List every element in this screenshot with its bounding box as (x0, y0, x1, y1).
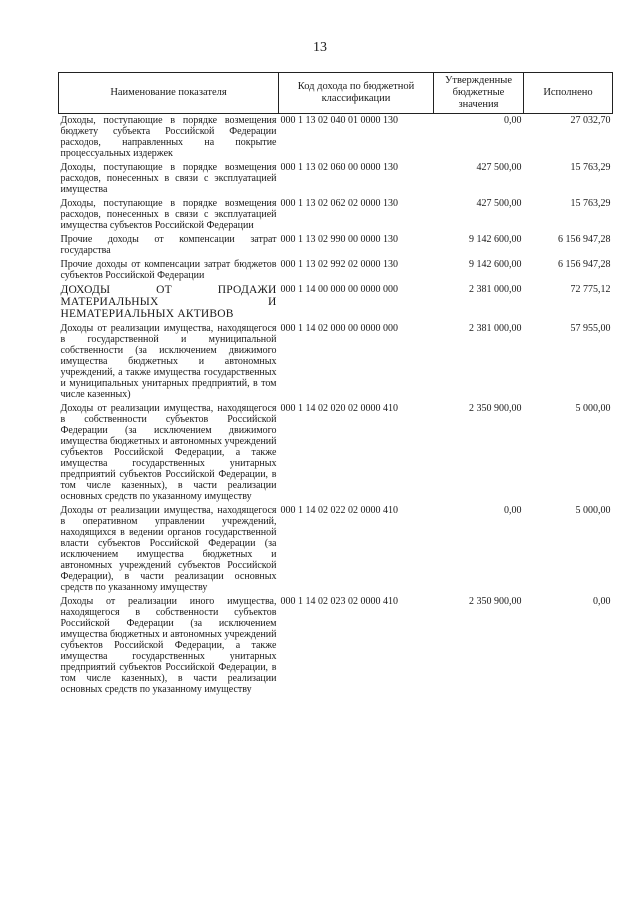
row-executed: 15 763,29 (570, 162, 611, 173)
row-code: 000 1 13 02 040 01 0000 130 (280, 115, 398, 126)
row-approved: 2 381 000,00 (469, 284, 522, 295)
row-executed: 15 763,29 (570, 198, 611, 209)
row-approved: 2 381 000,00 (469, 323, 522, 334)
row-name: Доходы, поступающие в порядке возмещения бюджету субъекта Российской Федерации расходов, направленных на покрытие процессуальных издержек (60, 115, 277, 159)
header-indicator-name: Наименование показателя (59, 73, 279, 114)
table-row (59, 258, 613, 283)
row-name: ДОХОДЫ ОТ ПРОДАЖИ МАТЕРИАЛЬНЫХ И НЕМАТЕРИАЛЬНЫХ АКТИВОВ (60, 284, 277, 320)
row-executed: 6 156 947,28 (558, 234, 611, 245)
row-approved: 9 142 600,00 (469, 234, 522, 245)
table-row (59, 197, 613, 233)
table-row (59, 114, 613, 162)
row-name: Прочие доходы от компенсации затрат государства (60, 234, 277, 256)
row-code: 000 1 13 02 062 02 0000 130 (280, 198, 398, 209)
row-approved: 2 350 900,00 (469, 596, 522, 607)
row-approved: 0,00 (504, 115, 522, 126)
row-name: Доходы от реализации иного имущества, находящегося в собственности субъектов Российской Федерации (за исключением имущества бюджетных и автономных учреждений субъектов Российской Федерации, а также имущества государственных унитарных предприятий субъектов Российской Федерации, в том числе казенных), в части реализации основных средств по указанному имуществу (60, 596, 277, 695)
row-executed: 57 955,00 (570, 323, 611, 334)
row-code: 000 1 13 02 990 00 0000 130 (280, 234, 398, 245)
row-code: 000 1 14 02 020 02 0000 410 (280, 403, 398, 414)
budget-table (58, 72, 613, 697)
table-row (59, 595, 613, 697)
header-approved: Утвержденные бюджетные значения (434, 73, 524, 114)
table-row (59, 402, 613, 504)
row-approved: 2 350 900,00 (469, 403, 522, 414)
table-row (59, 322, 613, 402)
row-code: 000 1 14 02 000 00 0000 000 (280, 323, 398, 334)
row-code: 000 1 14 02 023 02 0000 410 (280, 596, 398, 607)
row-name: Прочие доходы от компенсации затрат бюджетов субъектов Российской Федерации (60, 259, 277, 281)
row-executed: 27 032,70 (570, 115, 611, 126)
table-row (59, 161, 613, 197)
row-approved: 9 142 600,00 (469, 259, 522, 270)
row-code: 000 1 14 02 022 02 0000 410 (280, 505, 398, 516)
row-name: Доходы от реализации имущества, находящегося в собственности субъектов Российской Федерации (за исключением движимого имущества бюджетных и автономных учреждений субъектов Российской Федерации, а также имущества государственных унитарных предприятий субъектов Российской Федерации, в том числе казенных), в части реализации основных средств по указанному имуществу (60, 403, 277, 502)
row-name: Доходы от реализации имущества, находящегося в оперативном управлении учреждений, находящихся в ведении органов государственной власти субъектов Российской Федерации (за исключением имущества бюджетных и автономных учреждений субъектов Российской Федерации), в части реализации основных средств по указанному имуществу (60, 505, 277, 593)
row-executed: 5 000,00 (575, 403, 611, 414)
table-row-section (59, 283, 613, 322)
row-approved: 427 500,00 (476, 198, 522, 209)
table-body (59, 114, 613, 698)
row-name: Доходы, поступающие в порядке возмещения расходов, понесенных в связи с эксплуатацией имущества субъектов Российской Федерации (60, 198, 277, 231)
row-executed: 72 775,12 (570, 284, 611, 295)
row-name: Доходы, поступающие в порядке возмещения расходов, понесенных в связи с эксплуатацией имущества (60, 162, 277, 195)
header-income-code: Код дохода по бюджетной классификации (279, 73, 434, 114)
row-executed: 0,00 (593, 596, 611, 607)
header-executed: Исполнено (524, 73, 613, 114)
page-number: 13 (313, 40, 327, 55)
row-name: Доходы от реализации имущества, находящегося в государственной и муниципальной собственности (за исключением движимого имущества бюджетных и автономных учреждений, а также имущества государственных и муниципальных унитарных предприятий, в том числе казенных) (60, 323, 277, 400)
table-row (59, 504, 613, 595)
row-executed: 5 000,00 (575, 505, 611, 516)
table-header (59, 73, 613, 114)
row-code: 000 1 13 02 992 02 0000 130 (280, 259, 398, 270)
row-approved: 427 500,00 (476, 162, 522, 173)
row-code: 000 1 14 00 000 00 0000 000 (280, 284, 398, 295)
table-row (59, 233, 613, 258)
row-code: 000 1 13 02 060 00 0000 130 (280, 162, 398, 173)
row-approved: 0,00 (504, 505, 522, 516)
row-executed: 6 156 947,28 (558, 259, 611, 270)
